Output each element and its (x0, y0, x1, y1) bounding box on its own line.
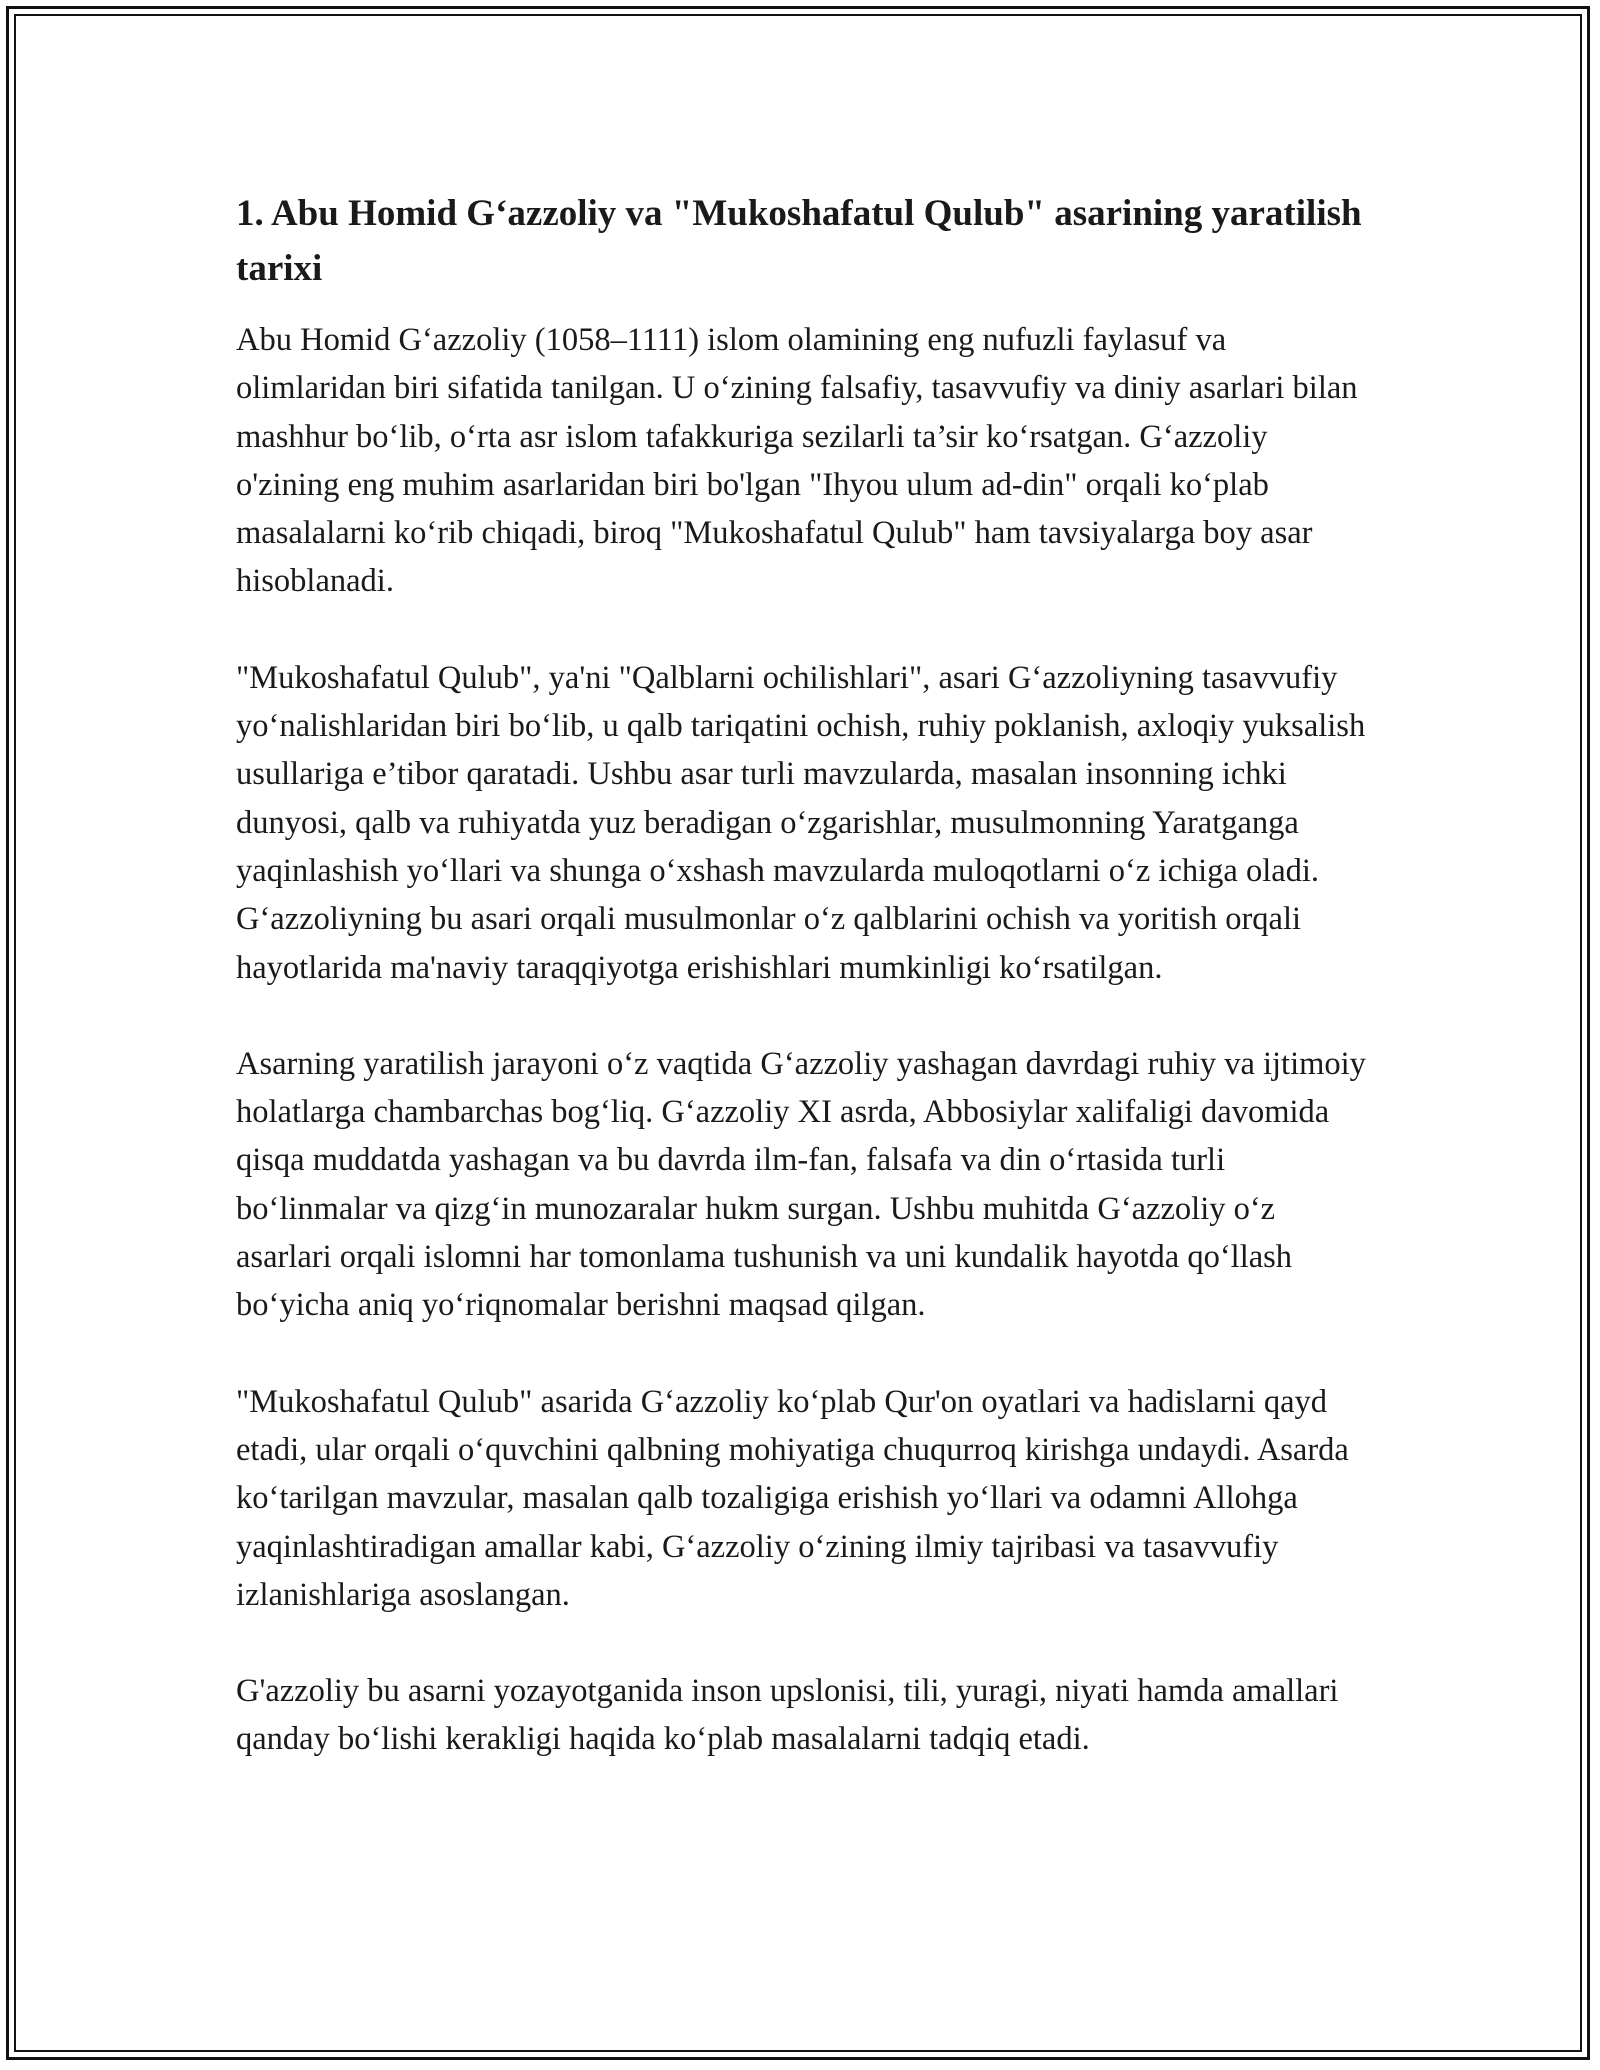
document-body (236, 186, 1366, 1764)
paragraph-5: G'azzoliy bu asarni yozayotganida inson upslonisi, tili, yuragi, niyati hamda amallari qanday bo‘lishi kerakligi haqida ko‘plab masalalarni tadqiq etadi. (236, 1673, 1339, 1758)
section-heading: 1. Abu Homid G‘azzoliy va "Mukoshafatul Qulub" asarining yaratilish tarixi (236, 193, 1362, 289)
paragraph-3: Asarning yaratilish jarayoni o‘z vaqtida G‘azzoliy yashagan davrdagi ruhiy va ijtimoiy holatlarga chambarchas bog‘liq. G‘azzoliy XI asrda, Abbosiylar xalifaligi davomida qisqa muddatda yashagan va bu davrda ilm-fan, falsafa va din o‘rtasida turli bo‘linmalar va qizg‘in munozaralar hukm surgan. Ushbu muhitda G‘azzoliy o‘z asarlari orqali islomni har tomonlama tushunish va uni kundalik hayotda qo‘llash bo‘yicha aniq yo‘riqnomalar berishni maqsad qilgan. (236, 1045, 1366, 1324)
paragraph-4: "Mukoshafatul Qulub" asarida G‘azzoliy ko‘plab Qur'on oyatlari va hadislarni qayd etadi, ular orqali o‘quvchini qalbning mohiyatiga chuqurroq kirishga undaydi. Asarda ko‘tarilgan mavzular, masalan qalb tozaligiga erishish yo‘llari va odamni Allohga yaqinlashtiradigan amallar kabi, G‘azzoliy o‘zining ilmiy tajribasi va tasavvufiy izlanishlariga asoslangan. (236, 1383, 1349, 1613)
paragraph-2: "Mukoshafatul Qulub", ya'ni "Qalblarni ochilishlari", asari G‘azzoliyning tasavvufiy yo‘nalishlaridan biri bo‘lib, u qalb tariqatini ochish, ruhiy poklanish, axloqiy yuksalish usullariga e’tibor qaratadi. Ushbu asar turli mavzularda, masalan insonning ichki dunyosi, qalb va ruhiyatda yuz beradigan o‘zgarishlar, musulmonning Yaratganga yaqinlashish yo‘llari va shunga o‘xshash mavzularda muloqotlarni o‘z ichiga oladi. G‘azzoliyning bu asari orqali musulmonlar o‘z qalblarini ochish va yoritish orqali hayotlarida ma'naviy taraqqiyotga erishishlari mumkinligi ko‘rsatilgan. (236, 659, 1366, 986)
paragraph-1: Abu Homid G‘azzoliy (1058–1111) islom olamining eng nufuzli faylasuf va olimlaridan biri sifatida tanilgan. U o‘zining falsafiy, tasavvufiy va diniy asarlari bilan mashhur bo‘lib, o‘rta asr islom tafakkuriga sezilarli ta’sir ko‘rsatgan. G‘azzoliy o'zining eng muhim asarlaridan biri bo'lgan "Ihyou ulum ad-din" orqali ko‘plab masalalarni ko‘rib chiqadi, biroq "Mukoshafatul Qulub" ham tavsiyalarga boy asar hisoblanadi. (236, 322, 1358, 600)
